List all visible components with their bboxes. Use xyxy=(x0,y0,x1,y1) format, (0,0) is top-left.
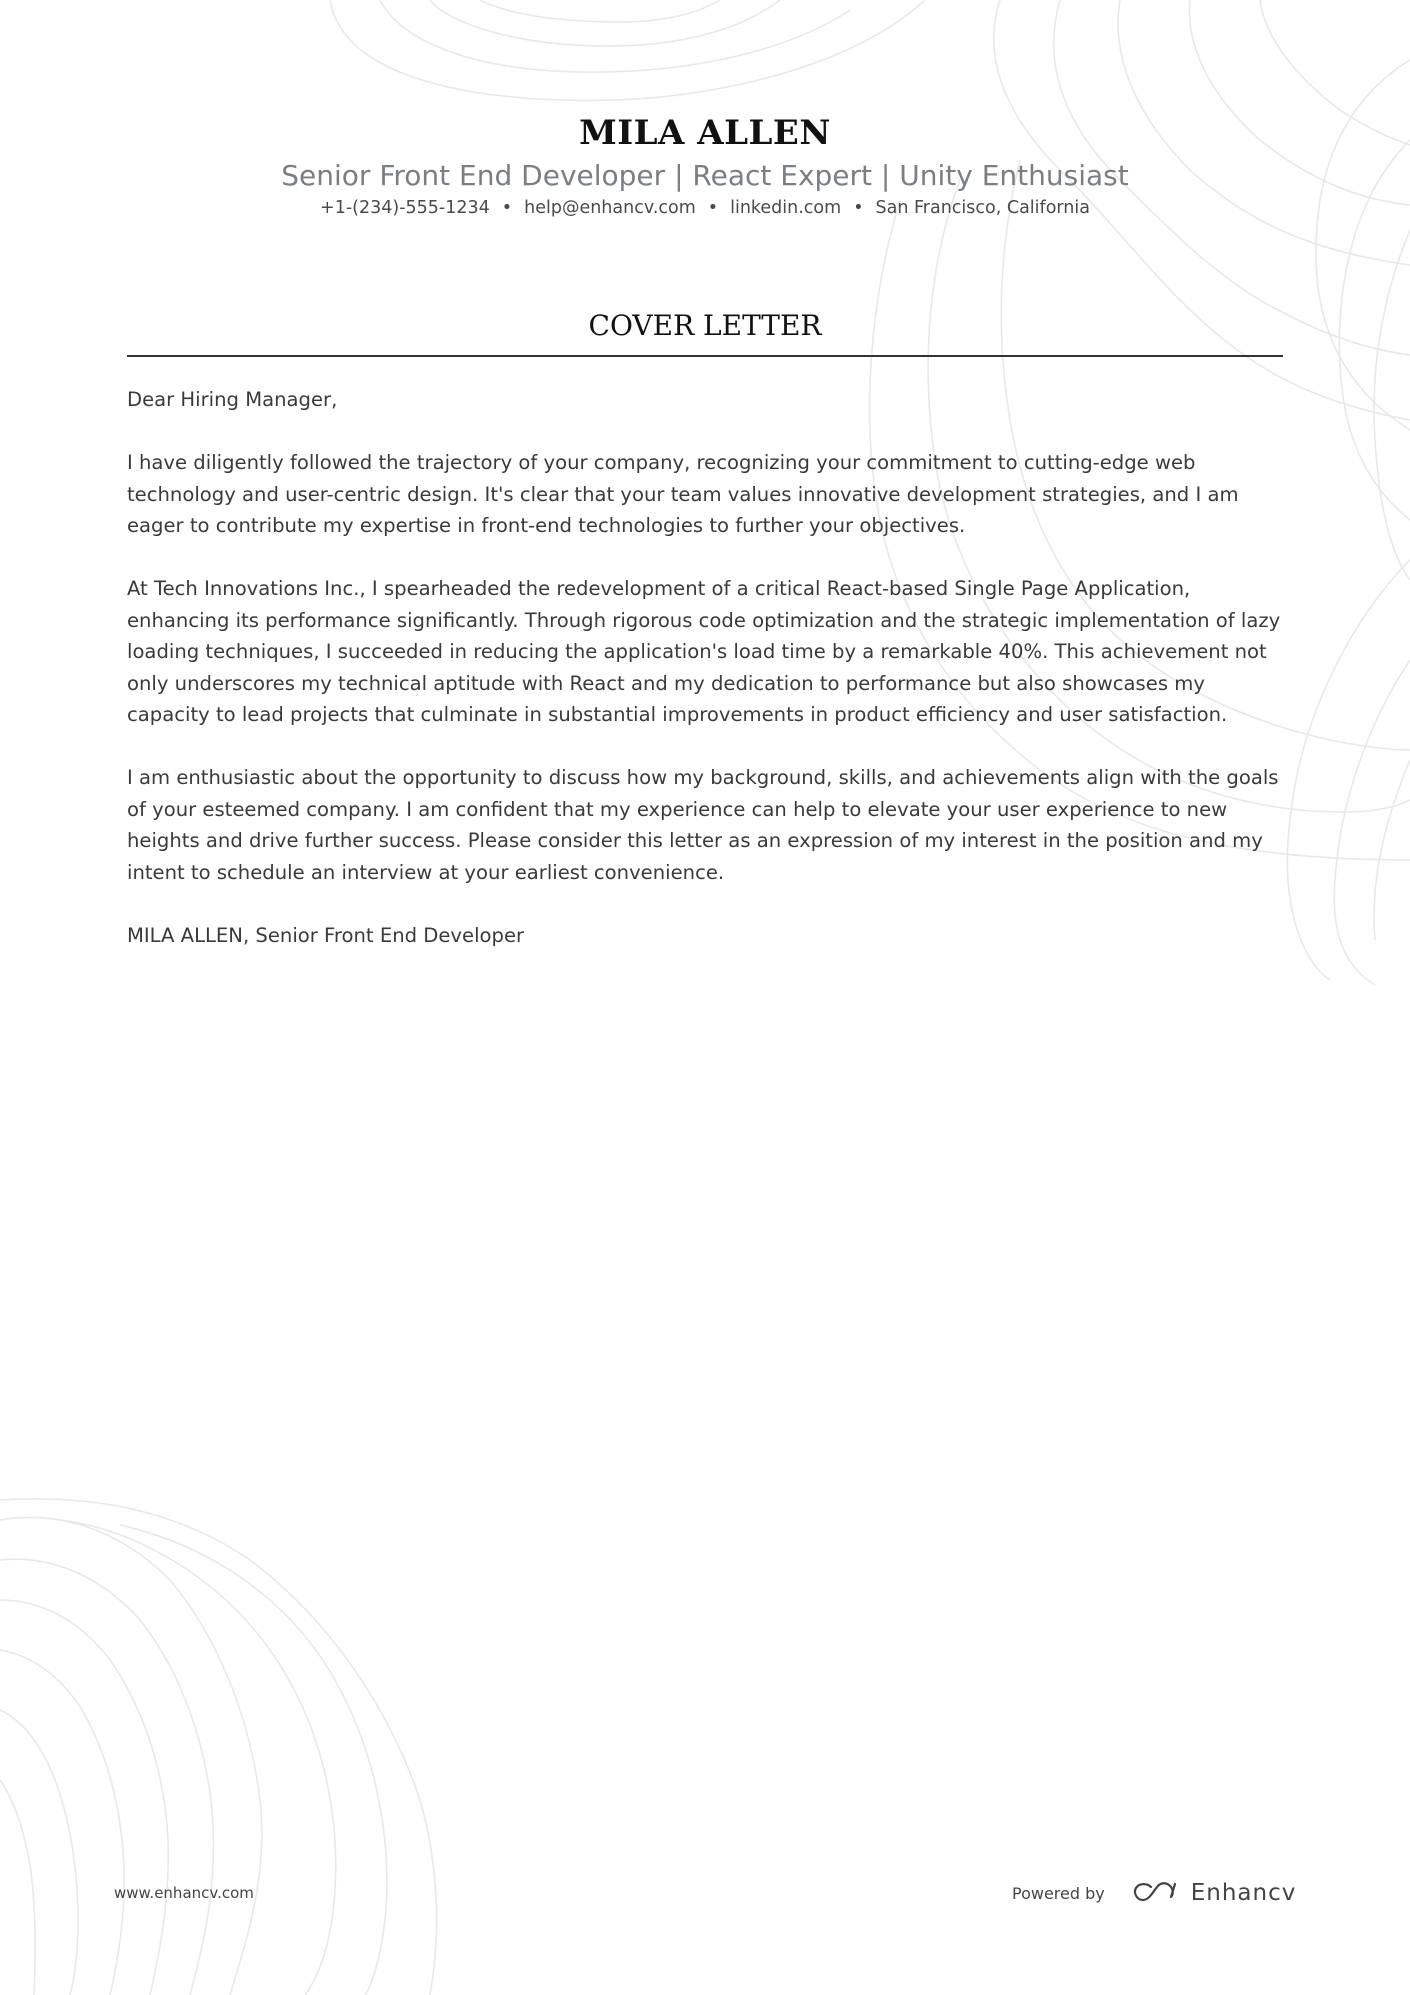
letter-paragraph: I have diligently followed the trajectory of your company, recognizing your commitment to cutting-edge web technology and user-centric design. It's clear that your team values innovative development strategies, and I am eager to contribute my expertise in front-end technologies to further your objectives. xyxy=(127,451,1239,537)
location: San Francisco, California xyxy=(875,198,1090,218)
email-link[interactable]: help@enhancv.com xyxy=(524,198,696,218)
letter-body xyxy=(127,384,1287,983)
letter-paragraph: I am enthusiastic about the opportunity to discuss how my background, skills, and achievements align with the goals of your esteemed company. I am confident that my experience can help to elevate your user experience to new heights and drive further success. Please consider this letter as an expression of my interest in the position and my intent to schedule an interview at your earliest convenience. xyxy=(127,766,1279,884)
phone-number: +1-(234)-555-1234 xyxy=(320,198,490,218)
candidate-title: Senior Front End Developer | React Expert | Unity Enthusiast xyxy=(281,159,1129,192)
powered-by-label: Powered by xyxy=(1012,1883,1105,1903)
letter-paragraph: At Tech Innovations Inc., I spearheaded the redevelopment of a critical React-based Single Page Application, enhancing its performance significantly. Through rigorous code optimization and the strategic implementation of lazy loading techniques, I succeeded in reducing the application's load time by a remarkable 40%. This achievement not only underscores my technical aptitude with React and my dedication to performance but also showcases my capacity to lead projects that culminate in substantial improvements in product efficiency and user satisfaction. xyxy=(127,577,1281,726)
linkedin-link[interactable]: linkedin.com xyxy=(730,198,842,218)
enhancv-logo-icon xyxy=(1131,1880,1179,1906)
brand-name: Enhancv xyxy=(1190,1880,1297,1906)
contact-separator: • xyxy=(501,198,513,218)
powered-by-badge[interactable] xyxy=(1012,1878,1296,1908)
footer-website[interactable]: www.enhancv.com xyxy=(114,1884,254,1902)
signature: MILA ALLEN, Senior Front End Developer xyxy=(127,923,525,947)
candidate-name: MILA ALLEN xyxy=(579,113,831,153)
greeting: Dear Hiring Manager, xyxy=(127,388,338,411)
section-title: COVER LETTER xyxy=(588,309,822,342)
contact-separator: • xyxy=(853,198,864,218)
section-divider xyxy=(127,355,1283,357)
letter-header xyxy=(0,110,1410,220)
contact-separator: • xyxy=(707,198,719,218)
contact-line xyxy=(0,196,1410,220)
